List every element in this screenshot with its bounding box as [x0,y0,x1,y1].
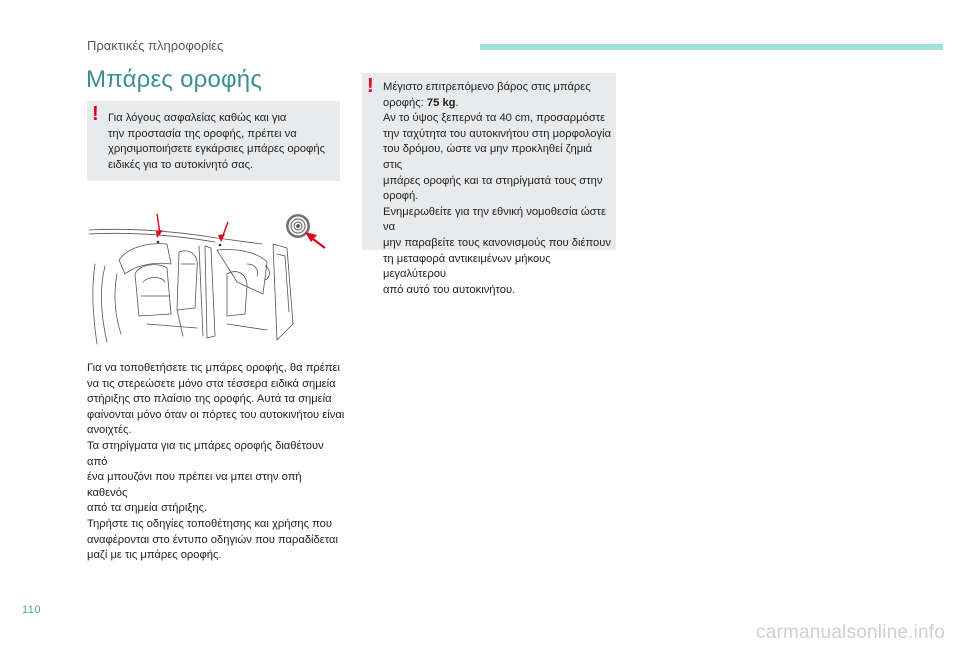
warning-line: του δρόμου, ώστε να μην προκληθεί ζημιά στις [383,143,593,171]
warning-line: από αυτό του αυτοκινήτου. [383,283,516,296]
page-number: 110 [22,604,42,616]
rear-window-outline [119,244,171,274]
b-pillar-outline [205,246,215,338]
weight-suffix: . [455,96,459,109]
safety-warning-box [87,101,340,181]
warning-line: την ταχύτητα του αυτοκινήτου στη μορφολογία [383,127,612,140]
front-seat-outline [227,272,247,316]
text-line: ένα μπουζόνι που πρέπει να μπει στην οπή καθενός [87,471,302,499]
pointer-arrow [305,232,325,248]
weight-label: οροφής: [383,96,427,109]
front-door-outline [273,244,293,340]
text-line: στήριξης στο πλαίσιο της οροφής. Αυτά τα σημεία [87,393,332,406]
load-warning-text [383,80,613,298]
warning-line: τη μεταφορά αντικειμένων μήκους μεγαλύτερου [383,252,551,281]
page-title: Μπάρες οροφής [86,66,263,93]
text-line: αναφέρονται στο έντυπο οδηγιών που παραδίδεται [87,533,338,546]
warning-line: οροφή. [383,190,419,203]
text-line: μαζί με τις μπάρες οροφής. [87,549,222,562]
section-title: Πρακτικές πληροφορίες [87,38,224,53]
pointer-arrow [156,214,163,238]
header-accent-bar [480,44,943,50]
front-seat-outline [177,251,197,310]
rear-seat-outline [135,265,171,316]
text-line: ανοιχτές. [87,424,132,437]
text-line: Τηρήστε τις οδηγίες τοποθέτησης και χρήσης που [87,517,332,530]
warning-line: την προστασία της οροφής, πρέπει να [108,127,297,140]
warning-icon: ! [92,103,99,125]
text-line: Για να τοποθετήσετε τις μπάρες οροφής, θα πρέπει [87,362,340,374]
mounting-point-marker [157,241,160,244]
text-line: να τις στερεώσετε μόνο στα τέσσερα ειδικά σημεία [87,377,336,390]
warning-line: Για λόγους ασφαλείας καθώς και για [108,112,287,124]
warning-line: ειδικές για το αυτοκίνητό σας. [108,158,254,171]
warning-icon: ! [367,75,374,97]
watermark: carmanualsonline.info [756,622,946,643]
max-weight-value: 75 kg [426,96,456,109]
safety-warning-text [108,111,336,173]
warning-line-weight [383,96,613,112]
warning-line: Ενημερωθείτε για την εθνική νομοθεσία ώστε να [383,205,606,234]
instructions-text [87,361,345,564]
warning-line: μπάρες οροφής και τα στηρίγματά τους στην [383,174,603,187]
dashboard-outline [217,250,267,295]
warning-line: Μέγιστο επιτρεπόμενο βάρος στις μπάρες [383,81,591,93]
warning-line: μην παραβείτε τους κανονισμούς που διέπουν [383,236,611,249]
mounting-point-detail-icon [286,214,310,238]
warning-line: Αν το ύψος ξεπερνά τα 40 cm, προσαρμόστε [383,112,606,125]
roof-bar-mounting-illustration [87,204,341,347]
load-warning-box [362,73,616,296]
warning-line: χρησιμοποιήσετε εγκάρσιες μπάρες οροφής [108,143,326,156]
text-line: φαίνονται μόνο όταν οι πόρτες του αυτοκινήτου είναι [87,408,345,421]
mounting-point-marker [219,244,222,247]
text-line: από τα σημεία στήριξης. [87,502,208,515]
text-line: Τα στηρίγματα για τις μπάρες οροφής διαθέτουν από [87,439,324,468]
